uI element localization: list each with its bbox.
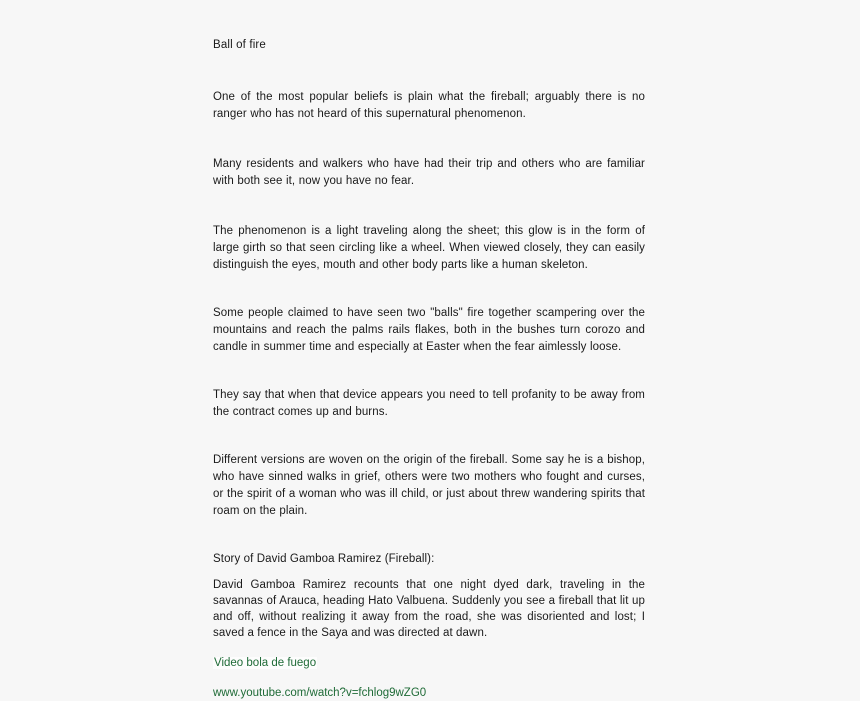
url-link-line: [213, 685, 645, 701]
video-link-line: [213, 655, 645, 671]
spacer: [213, 190, 645, 223]
paragraph-3: The phenomenon is a light traveling along the sheet; this glow is in the form of large girth so that seen circling like a wheel. When viewed closely, they can easily distinguish the eyes, mouth and other body parts like a human skeleton.: [213, 225, 645, 271]
paragraph-1: One of the most popular beliefs is plain what the fireball; arguably there is no ranger who has not heard of this supernatural phenomenon.: [213, 91, 645, 120]
video-link[interactable]: Video bola de fuego: [214, 657, 317, 669]
story-paragraph: David Gamboa Ramirez recounts that one night dyed dark, traveling in the savannas of Arauca, heading Hato Valbuena. Suddenly you see a fireball that lit up and off, without realizing it away from the road, she was disoriented and lost; I saved a fence in the Saya and was directed at dawn.: [213, 579, 645, 639]
youtube-url-link[interactable]: www.youtube.com/watch?v=fchlog9wZG0: [213, 687, 427, 699]
spacer: [213, 568, 645, 577]
spacer: [213, 671, 645, 685]
spacer: [213, 356, 645, 387]
paragraph-5: They say that when that device appears you need to tell profanity to be away from the contract comes up and burns.: [213, 389, 645, 418]
spacer: [213, 123, 645, 156]
paragraph-6: Different versions are woven on the origin of the fireball. Some say he is a bishop, who have sinned walks in grief, others were two mothers who fought and curses, or the spirit of a woman who was ill child, or just about threw wandering spirits that roam on the plain.: [213, 454, 645, 517]
spacer: [213, 641, 645, 655]
paragraph-2: Many residents and walkers who have had their trip and others who are familiar with both see it, now you have no fear.: [213, 158, 645, 187]
paragraph-4: Some people claimed to have seen two "balls" fire together scampering over the mountains and reach the palms rails flakes, both in the bushes turn corozo and candle in summer time and especially at Easter when the fear aimlessly loose.: [213, 307, 645, 353]
story-heading: Story of David Gamboa Ramirez (Fireball):: [213, 553, 435, 565]
spacer: [213, 520, 645, 551]
document-body: [213, 30, 645, 701]
spacer: [213, 274, 645, 305]
spacer: [213, 53, 645, 89]
page-title: Ball of fire: [213, 39, 266, 51]
spacer: [213, 421, 645, 452]
